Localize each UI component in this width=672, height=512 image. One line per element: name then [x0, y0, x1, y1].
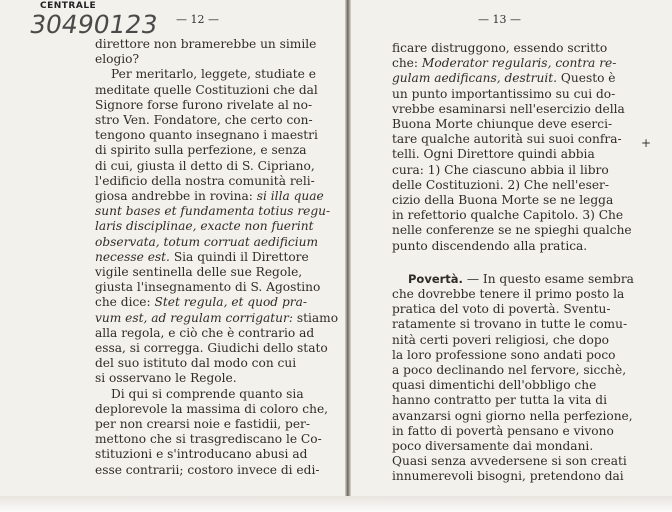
section-gap — [392, 254, 606, 272]
text-line: delle Costituzioni. 2) Che nell'eser- — [392, 177, 609, 192]
text-line: essa, si corregga. Giudichi dello stato — [95, 341, 328, 356]
text-line: di cui, giusta il detto di S. Cipriano, — [95, 158, 315, 173]
text-line: direttore non bramerebbe un simile — [95, 37, 317, 51]
text-line: di spirito sulla perfezione, e senza — [95, 143, 307, 158]
text-line: hanno contratto per tutta la vita di — [392, 393, 607, 408]
latin-quote: Stet regula, et quod pra- — [154, 295, 307, 310]
text-line — [392, 271, 634, 287]
latin-quote-line: sunt bases et fundamenta totius regu- — [95, 204, 331, 219]
text-line: per non crearsi noie e fastidii, per- — [95, 417, 310, 432]
text-line: un punto importantissimo su cui do- — [392, 86, 616, 101]
text-line: in fatto di povertà pensano e vivono — [392, 423, 614, 438]
text-line — [95, 249, 309, 265]
text-line: Signore forse furono rivelate al no- — [95, 97, 313, 112]
text-run: stiamo — [296, 310, 339, 325]
text-line — [95, 310, 339, 326]
left-page-text — [95, 37, 339, 478]
text-line: avanzarsi ogni giorno nella perfezione, — [392, 408, 633, 423]
text-line: si osservano le Regole. — [95, 371, 237, 386]
text-line: innumerevoli bisogni, pretendono dai — [392, 469, 624, 484]
handwritten-inventory-number: 30490123 — [27, 10, 160, 39]
latin-quote: necesse est. — [95, 249, 170, 264]
text-line: nelle conferenze se ne spieghi qualche — [392, 223, 632, 238]
margin-mark: + — [641, 136, 652, 150]
text-line: Buona Morte chiunque deve eserci- — [392, 117, 613, 132]
text-line — [95, 295, 307, 310]
text-line: tare qualche autorità sui suoi confra- — [392, 132, 622, 147]
text-line: stro Ven. Fondatore, che certo con- — [95, 113, 313, 128]
text-line: pratica del voto di povertà. Sventu- — [392, 302, 611, 317]
text-line: meditate quelle Costituzioni che dal — [95, 82, 318, 97]
text-line: Quasi senza avvedersene si son creati — [392, 454, 627, 469]
text-line: a poco declinando nel fervore, sicchè, — [392, 363, 627, 378]
text-line: giusta l'insegnamento di S. Agostino — [95, 280, 321, 295]
text-run: Sia quindi il Direttore — [173, 249, 309, 264]
text-line: ficare distruggono, essendo scritto — [392, 41, 608, 55]
page-bottom-edge — [0, 496, 672, 512]
text-line: l'edificio della nostra comunità reli- — [95, 173, 315, 188]
text-run: giosa andrebbe in rovina: — [95, 189, 253, 204]
text-line: Per meritarlo, leggete, studiate e — [111, 67, 316, 82]
text-line: mettono che si trasgrediscano le Co- — [95, 432, 322, 447]
text-line: telli. Ogni Direttore quindi abbia — [392, 147, 595, 162]
text-run: che dice: — [95, 295, 151, 310]
text-run: — In questo esame sembra — [466, 271, 634, 286]
text-line: del suo istituto dal modo con cui — [95, 356, 297, 371]
text-line: quasi dimentichi dell'obbligo che — [392, 378, 597, 393]
text-line — [392, 71, 616, 86]
text-line: tengono quanto insegnano i maestri — [95, 128, 318, 143]
text-line: vigile sentinella delle sue Regole, — [95, 265, 303, 280]
text-line: vrebbe esaminarsi nell'esercizio della — [392, 101, 625, 116]
left-page-number: — 12 — — [176, 13, 219, 26]
library-stamp: CENTRALE — [40, 1, 97, 11]
book-gutter — [345, 0, 351, 512]
section-heading: Povertà. — [408, 271, 463, 286]
text-line: elogio? — [95, 52, 140, 67]
latin-quote: vum est, ad regulam corrigatur: — [95, 310, 293, 325]
right-page-number: — 13 — — [478, 13, 521, 26]
text-line: punto discendendo alla pratica. — [392, 238, 588, 253]
text-line: esse contrarii; costoro invece di edi- — [95, 462, 320, 477]
latin-quote: Moderator regularis, contra re- — [421, 56, 617, 71]
text-line — [392, 56, 617, 71]
text-line: cura: 1) Che ciascuno abbia il libro — [392, 162, 609, 177]
text-line: ratamente si trovano in tutte le comu- — [392, 317, 628, 332]
text-line: la loro professione sono andati poco — [392, 347, 616, 362]
latin-quote: si illa quae — [256, 189, 324, 204]
text-line: in refettorio qualche Capitolo. 3) Che — [392, 208, 624, 223]
text-line: stituzioni e s'introducano abusi ad — [95, 447, 308, 462]
text-line: alla regola, e ciò che è contrario ad — [95, 325, 315, 340]
text-line: Di qui si comprende quanto sia — [111, 386, 304, 401]
text-line: cizio della Buona Morte se ne legga — [392, 193, 614, 208]
latin-quote-line: laris disciplinae, exacte non fuerint — [95, 219, 314, 234]
right-page-text — [392, 41, 634, 485]
text-line — [95, 189, 324, 204]
text-run: che: — [392, 56, 418, 71]
latin-quote: gulam aedificans, destruit. — [392, 71, 558, 86]
text-line: nità certi poveri religiosi, che dopo — [392, 332, 609, 347]
text-run: Questo è — [560, 71, 616, 86]
latin-quote-line: observata, totum corruat aedificium — [95, 234, 319, 249]
text-line: poco diversamente dai mondani. — [392, 439, 594, 454]
text-line: che dovrebbe tenere il primo posto la — [392, 287, 625, 302]
text-line: deplorevole la massima di coloro che, — [95, 401, 329, 416]
